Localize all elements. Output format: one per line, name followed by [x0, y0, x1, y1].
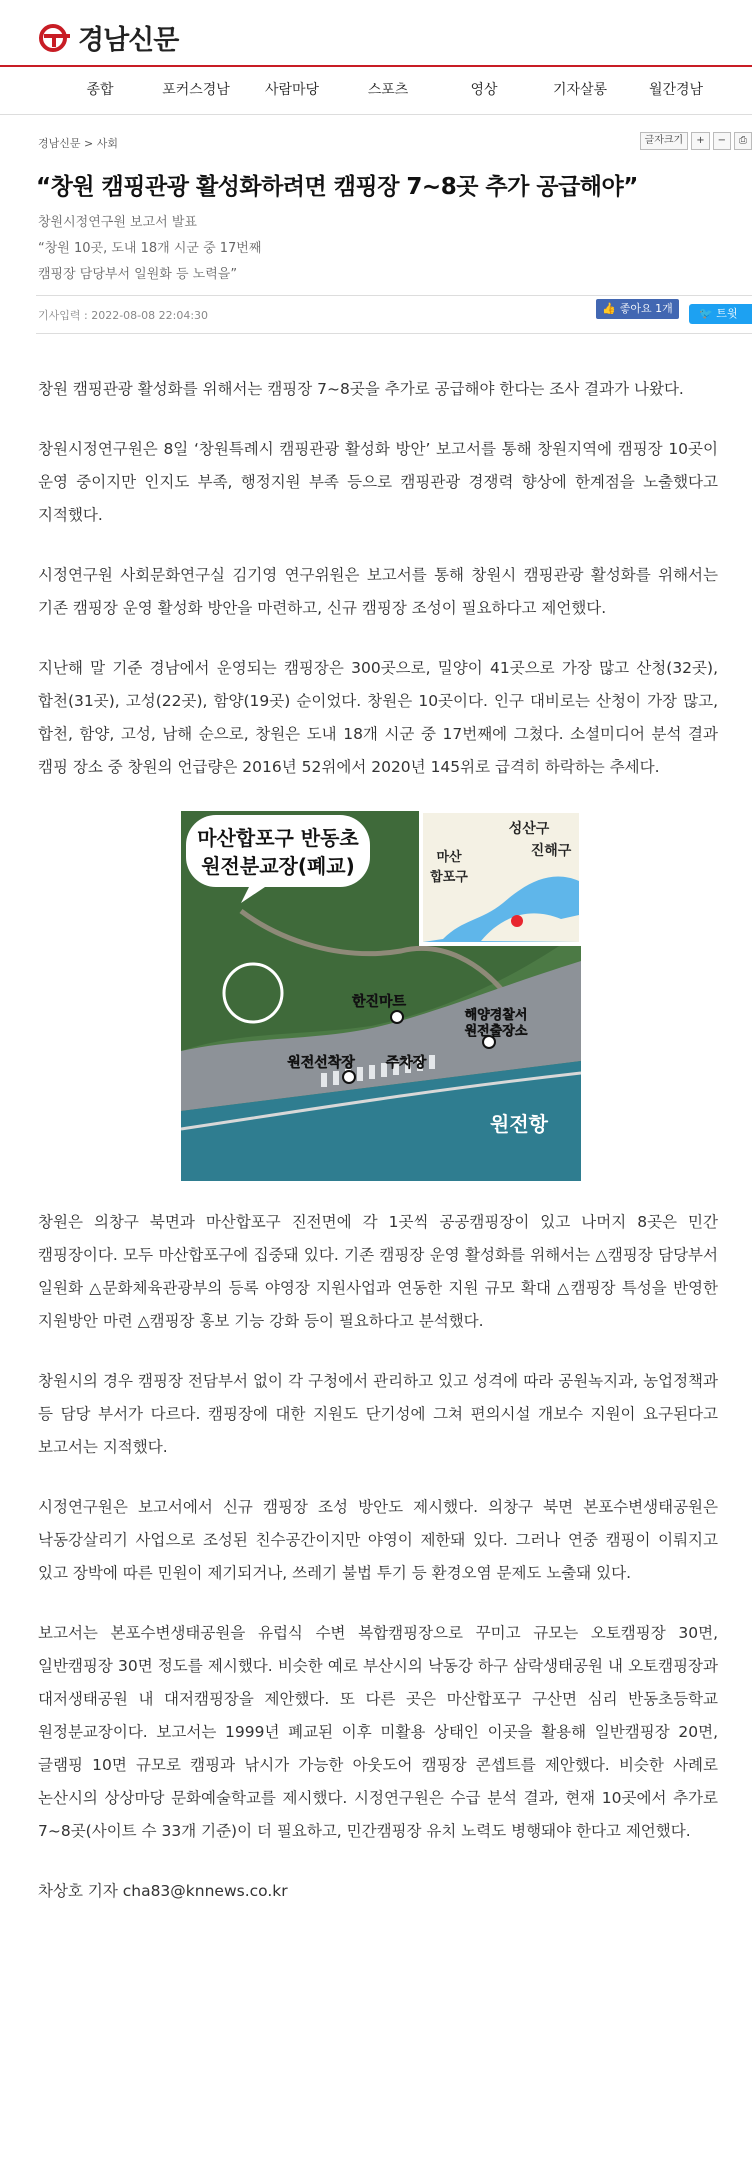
map-label-pier: 원전선착장 — [287, 1055, 355, 1071]
article-byline: 차상호 기자 cha83@knnews.co.kr — [38, 1882, 288, 1900]
article-date: 기사입력 : 2022-08-08 22:04:30 — [38, 309, 209, 322]
inset-label-jinhae: 진해구 — [530, 843, 572, 859]
article-subtitles — [38, 210, 261, 288]
thumbs-up-icon: 👍 — [602, 302, 616, 315]
main-nav — [0, 65, 752, 115]
article-tools — [640, 132, 752, 150]
twitter-icon: 🐦 — [699, 307, 713, 320]
article-paragraph: 창원은 의창구 북면과 마산합포구 진전면에 각 1곳씩 공공캠핑장이 있고 나머지 8곳은 민간 캠핑장이다. 모두 마산합포구에 집중돼 있다. 기존 캠핑장 운영 활성화를 위해서는 △캠핑장 담당부서 일원화 △문화체육관광부의 등록 야영장 지원사업과 연동한 지원 규모 확대 △캠핑장 특성을 반영한 지원방안 마련 △캠핑장 홍보 기능 강화 등이 필요하다고 분석했다. — [38, 1213, 718, 1330]
article-body — [38, 373, 718, 1908]
article-paragraph: 지난해 말 기준 경남에서 운영되는 캠핑장은 300곳으로, 밀양이 41곳으로 가장 많고 산청(32곳), 합천(31곳), 고성(22곳), 함양(19곳) 순이었다. 창원은 10곳이다. 인구 대비로는 산청이 가장 많고, 합천, 함양, 고성, 남해 순으로, 창원은 도내 18개 시군 중 17번째에 그쳤다. 소셜미디어 분석 결과 캠핑 장소 중 창원의 언급량은 2016년 52위에서 2020년 145위로 급격히 하락하는 추세다. — [38, 659, 718, 776]
facebook-like-button[interactable] — [596, 299, 679, 319]
print-icon[interactable]: ⎙ — [734, 132, 752, 150]
nav-item-sports[interactable]: 스포츠 — [367, 82, 409, 98]
subtitle-line: 창원시정연구원 보고서 발표 — [38, 215, 197, 230]
breadcrumb-row — [38, 132, 752, 152]
subtitle-line: “창원 10곳, 도내 18개 시군 중 17번째 — [38, 241, 262, 256]
subtitle-line: 캠핑장 담당부서 일원화 등 노력을” — [38, 267, 238, 282]
article-title: “창원 캠핑관광 활성화하려면 캠핑장 7~8곳 추가 공급해야” — [36, 174, 638, 200]
like-count: 좋아요 1개 — [619, 302, 673, 315]
map-label-wonjeon-office: 원전출장소 — [464, 1024, 528, 1039]
article-paragraph: 창원시의 경우 캠핑장 전담부서 없이 각 구청에서 관리하고 있고 성격에 따라 공원녹지과, 농업정책과 등 담당 부서가 다르다. 캠핑장에 대한 지원도 단기성에 그쳐 편의시설 개보수 지원이 요구된다고 보고서는 지적했다. — [38, 1372, 718, 1456]
article-paragraph: 창원시정연구원은 8일 ‘창원특례시 캠핑관광 활성화 방안’ 보고서를 통해 창원지역에 캠핑장 10곳이 운영 중이지만 인지도 부족, 행정지원 부족 등으로 캠핑관광 경쟁력 향상에 한계점을 노출했다고 지적했다. — [38, 440, 718, 524]
article-paragraph: 시정연구원 사회문화연구실 김기영 연구위원은 보고서를 통해 창원시 캠핑관광 활성화를 위해서는 기존 캠핑장 운영 활성화 방안을 마련하고, 신규 캠핑장 조성이 필요하다고 제언했다. — [38, 566, 718, 617]
tweet-label: 트윗 — [716, 307, 738, 320]
nav-item-reporter[interactable]: 기자살롱 — [552, 82, 608, 98]
inset-label-seongsan: 성산구 — [508, 821, 550, 837]
article-paragraph: 보고서는 본포수변생태공원을 유럽식 수변 복합캠핑장으로 꾸미고 규모는 오토캠핑장 30면, 일반캠핑장 30면 정도를 제시했다. 비슷한 예로 부산시의 낙동강 하구 삼락생태공원 내 오토캠핑장과 대저생태공원 내 대저캠핑장을 제안했다. 또 다른 곳은 마산합포구 구산면 심리 반동초등학교 원정분교장이다. 보고서는 1999년 폐교된 이후 미활용 상태인 이곳을 활용해 일반캠핑장 20면, 글램핑 10면 규모로 캠핑과 낚시가 가능한 아웃도어 캠핑장 콘셉트를 제안했다. 비슷한 사례로 논산시의 상상마당 문화예술학교를 제시했다. 시정연구원은 수급 분석 결과, 현재 10곳에서 추가로 7~8곳(사이트 수 33개 기준)이 더 필요하고, 민간캠핑장 유치 노력도 병행돼야 한다고 제언했다. — [38, 1624, 718, 1840]
map-label-parking: 주차장 — [385, 1055, 427, 1071]
site-header — [0, 0, 752, 65]
divider — [36, 295, 752, 296]
map-label-wonjeon-port: 원전항 — [490, 1112, 548, 1136]
logo-mark-icon — [38, 24, 72, 52]
nav-item-general[interactable]: 종합 — [86, 82, 114, 98]
nav-item-monthly[interactable]: 월간경남 — [648, 82, 704, 98]
aerial-map-image — [181, 811, 581, 1181]
font-size-label: 글자크기 — [640, 132, 689, 150]
nav-item-people[interactable]: 사람마당 — [264, 82, 320, 98]
font-increase-button[interactable]: + — [691, 132, 709, 150]
article-photo-map — [181, 811, 581, 1181]
map-label-coast-guard: 해양경찰서 — [464, 1008, 528, 1023]
inset-label-masan: 마산 — [436, 850, 462, 865]
map-callout-line2: 원전분교장(폐교) — [201, 854, 355, 878]
site-name: 경남신문 — [78, 25, 179, 56]
font-decrease-button[interactable]: − — [713, 132, 731, 150]
nav-item-video[interactable]: 영상 — [470, 82, 498, 98]
inset-label-happo: 합포구 — [430, 870, 468, 885]
article-paragraph: 창원 캠핑관광 활성화를 위해서는 캠핑장 7~8곳을 추가로 공급해야 한다는 조사 결과가 나왔다. — [38, 380, 684, 398]
nav-item-focus[interactable]: 포커스경남 — [162, 82, 230, 98]
map-label-hanjin-mart: 한진마트 — [351, 994, 407, 1010]
map-callout-line1: 마산합포구 반동초 — [197, 826, 359, 850]
site-logo[interactable] — [38, 18, 178, 57]
breadcrumb[interactable]: 경남신문 > 사회 — [38, 137, 118, 150]
article-paragraph: 시정연구원은 보고서에서 신규 캠핑장 조성 방안도 제시했다. 의창구 북면 본포수변생태공원은 낙동강살리기 사업으로 조성된 친수공간이지만 야영이 제한돼 있다. 그러나 연중 캠핑이 이뤄지고 있고 장박에 따른 민원이 제기되거나, 쓰레기 불법 투기 등 환경오염 문제도 노출돼 있다. — [38, 1498, 718, 1582]
divider — [36, 333, 752, 334]
tweet-button[interactable] — [689, 304, 752, 324]
